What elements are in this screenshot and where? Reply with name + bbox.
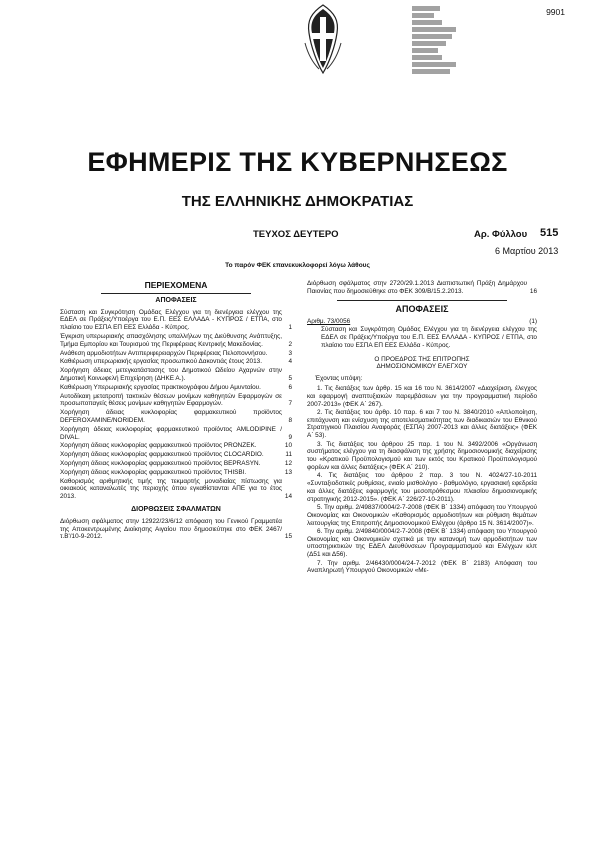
decisions-heading-main: ΑΠΟΦΑΣΕΙΣ — [395, 303, 449, 314]
page-number: 9901 — [546, 7, 565, 17]
toc-item-page: 3 — [288, 349, 292, 357]
publisher-seal — [412, 6, 460, 81]
toc-item-text: Σύσταση και Συγκρότηση Ομάδας Ελέγχου για τη διενέργεια ελέγχου της ΕΔΕΛ σε Πράξεις/Υποέργα του Ε.Π. ΕΕΣ ΕΛΛΑΔΑ - ΚΥΠΡΟΣ / ΕΤΠΑ, στο πλαίσιο του ΕΣΠΑ ΕΠ ΕΕΣ Ελλάδα - Κύπρος. — [60, 308, 282, 332]
correction-item-page: 15 — [284, 533, 292, 541]
toc-item-page: 13 — [284, 468, 292, 476]
toc-item-page: 14 — [284, 493, 292, 501]
toc-item-page: 7 — [288, 400, 292, 408]
consideration-paragraph: 5. Την αριθμ. 2/49837/0004/2-7-2008 (ΦΕΚ Β΄ 1334) απόφαση του Υπουργού Οικονομίας και Οικονομικών «Καθορισμός αρμοδιοτήτων και ρύθμιση θεμάτων λειτουργίας της Επιτροπής Δημοσιονομικού Ελέγχου (άρθρο 15 Ν. 3614/2007)». — [307, 503, 537, 527]
toc-item-text: Χορήγηση άδειας κυκλοφορίας φαρμακευτικού προϊόντος DEFEROXAMINE/NORIDEM. — [60, 409, 282, 424]
toc-item[interactable] — [60, 367, 292, 383]
toc-item-page: 4 — [288, 358, 292, 366]
right-column — [307, 280, 537, 576]
intro-text: Έχοντας υπόψη: — [315, 375, 363, 383]
toc-item[interactable] — [60, 460, 292, 468]
toc-item-text: Χορήγηση άδειας κυκλοφορίας φαρμακευτικού προϊόντος THISBI. — [60, 468, 247, 476]
toc-item-text: Ανάθεση αρμοδιοτήτων Αντιπεριφερειαρχών Περιφέρειας Πελοποννήσου. — [60, 349, 268, 357]
reissue-note: Το παρόν ΦΕΚ επανεκυκλοφορεί λόγω λάθους — [225, 262, 370, 269]
divider — [101, 293, 251, 294]
toc-item-page: 2 — [288, 340, 292, 348]
correction-item[interactable] — [60, 518, 292, 541]
toc-item[interactable] — [60, 393, 292, 409]
decision-number: Αριθμ. 73/0056 — [307, 318, 351, 326]
divider — [337, 300, 507, 301]
correction-item-text: Διόρθωση σφάλματος στην 12922/23/6/12 απόφαση του Γενικού Γραμματέα της Αποκεντρωμένης Διοίκησης Αιγαίου που δημοσιεύτηκε στο ΦΕΚ 2467/τ.Β'/10-9-2012. — [60, 517, 282, 541]
toc-item[interactable] — [60, 478, 292, 501]
gazette-subtitle: ΤΗΣ ΕΛΛΗΝΙΚΗΣ ΔΗΜΟΚΡΑΤΙΑΣ — [181, 193, 414, 210]
toc-item-page: 6 — [288, 383, 292, 391]
toc-item-text: Καθορισμός αριθμητικής τιμής της τεκμαρτής μοναδιαίας πίστωσης για οικιακούς καταναλωτές της περιοχής όπου εγκαθίστανται ΑΠΕ για το έτος 2013. — [60, 477, 282, 501]
gazette-title: ΕΦΗΜΕΡΙΣ ΤΗΣ ΚΥΒΕΡΝΗΣΕΩΣ — [87, 147, 508, 177]
decision-title: Σύσταση και Συγκρότηση Ομάδας Ελέγχου για τη διενέργεια ελέγχου της ΕΔΕΛ σε Πράξεις/Υποέργα του Ε.Π. ΕΕΣ ΕΛΛΑΔΑ - ΚΥΠΡΟΣ / ΕΤΠΑ, στο πλαίσιο του ΕΣΠΑ ΕΠ ΕΕΣ Ελλάδα - Κύπρος. — [321, 326, 537, 349]
greek-coat-of-arms-icon — [303, 3, 343, 75]
toc-item-page: 11 — [285, 451, 292, 459]
consideration-paragraph: 3. Τις διατάξεις του άρθρου 25 παρ. 1 του Ν. 3492/2006 «Οργάνωση συστήματος ελέγχου για τη διασφάλιση της χρήσης δημοσιονομικής διαχείρισης του «Κρατικού Προϋπολογισμού και των εκτός του Κρατικού Προϋπολογισμού φορέων και άλλες διατάξεις» (ΦΕΚ Α΄ 210). — [307, 440, 537, 471]
consideration-paragraph: 6. Την αριθμ. 2/49840/0004/2-7-2008 (ΦΕΚ Β΄ 1334) απόφαση του Υπουργού Οικονομίας και Οικονομικών σχετικά με την κατανομή των αρμοδιοτήτων των υποστηρικτικών της ΕΔΕΛ Διευθύνσεων Προγραμματισμού και Ελέγχων κλπ (Δ51 και Δ56). — [307, 527, 537, 559]
toc-item-text: Διόρθωση σφάλματος στην 2720/29.1.2013 Διαπιστωτική Πράξη Δημάρχου Παιονίας που δημοσιεύθηκε στο ΦΕΚ 309/Β/15.2.2013. — [307, 280, 527, 295]
authority-line-1: Ο ΠΡΟΕΔΡΟΣ ΤΗΣ ΕΠΙΤΡΟΠΗΣ — [374, 355, 470, 363]
contents-heading: ΠΕΡΙΕΧΟΜΕΝΑ — [144, 280, 208, 290]
toc-item[interactable] — [60, 384, 292, 392]
toc-item-text: Χορήγηση άδειας κυκλοφορίας φαρμακευτικού προϊόντος BEPRASYN. — [60, 459, 261, 467]
toc-item-page: 16 — [529, 287, 537, 295]
toc-item-text: Χορήγηση άδειας κυκλοφορίας φαρμακευτικού προϊόντος CLOCARDIO. — [60, 451, 264, 459]
toc-item-text: Καθιέρωση υπερωριακής εργασίας προσωπικού Δακοντιάς έτους 2013. — [60, 358, 262, 366]
toc-item-page: 8 — [288, 416, 292, 424]
toc-item[interactable] — [307, 280, 537, 296]
consideration-paragraph: 2. Τις διατάξεις του άρθρ. 10 παρ. 6 και 7 του Ν. 3840/2010 «Απλοποίηση, επιτάχυνση και ενίσχυση της αποτελεσματικότητας των διαδικασιών του Εθνικού Στρατηγικού Πλαισίου Αναφοράς (ΕΣΠΑ) 2007-2013 και άλλες διατάξεις» (ΦΕΚ Α΄ 53). — [307, 408, 537, 440]
toc-item[interactable] — [60, 358, 292, 366]
toc-item[interactable] — [60, 469, 292, 477]
toc-item-page: 1 — [288, 324, 292, 332]
sheet-label: Αρ. Φύλλου — [474, 229, 528, 240]
toc-item[interactable] — [60, 350, 292, 358]
toc-item[interactable] — [60, 442, 292, 450]
toc-item-page: 9 — [288, 433, 292, 441]
toc-item-text: Χορήγηση άδειας μετεγκατάστασης του Δημοτικού Ωδείου Αχαρνών στην Δημοτική Κοινωφελή Επιχείρηση (ΔΗΚΕ Α.). — [60, 367, 282, 382]
consideration-paragraph: 4. Τις διατάξεις του άρθρου 2 παρ. 3 του Ν. 4024/27-10-2011 «Συνταξιοδοτικές ρυθμίσεις, ενιαίο μισθολόγιο - βαθμολόγιο, εργασιακή εφεδρεία και άλλες διατάξεις εφαρμογής του μεσοπρόθεσμου πλαισίου δημοσιονομικής στρατηγικής 2012-2015». (ΦΕΚ Α΄ 226/27-10-2011). — [307, 472, 537, 503]
toc-item-text: Χορήγηση άδειας κυκλοφορίας φαρμακευτικού προϊόντος AMLODIPINE / DIVAL. — [60, 425, 282, 441]
issue-type: ΤΕΥΧΟΣ ΔΕΥΤΕΡΟ — [253, 229, 339, 240]
consideration-paragraph: 1. Τις διατάξεις των άρθρ. 15 και 16 του Ν. 3614/2007 «Διαχείριση, έλεγχος και εφαρμογή αναπτυξιακών παρεμβάσεων για την προγραμματική περίοδο 2007-2013» (ΦΕΚ Α΄ 267). — [307, 384, 537, 408]
toc-item[interactable] — [60, 409, 292, 425]
toc-item[interactable] — [60, 333, 292, 349]
corrections-heading: ΔΙΟΡΘΩΣΕΙΣ ΣΦΑΛΜΑΤΩΝ — [131, 505, 221, 513]
decision-number-row — [307, 318, 537, 326]
toc-item-page: 10 — [284, 442, 292, 450]
toc-item-text: Έγκριση υπερωριακής απασχόλησης υπαλλήλων της Διεύθυνσης Ανάπτυξης, Τμήμα Εμπορίου και Τουρισμού της Περιφέρειας Κεντρικής Μακεδονίας. — [60, 332, 282, 348]
toc-list — [60, 309, 292, 501]
toc-item-text: Καθιέρωση Υπερωριακής εργασίας πρακτικογράφου Δήμου Αμυνταίου. — [60, 383, 261, 391]
consideration-paragraph: 7. Την αριθμ. 2/46430/0004/24-7-2012 (ΦΕΚ Β΄ 2183) Απόφαση του Αναπληρωτή Υπουργού Οικονομικών «Με- — [307, 559, 537, 575]
left-column — [60, 280, 292, 542]
toc-item-text: Χορήγηση άδειας κυκλοφορίας φαρμακευτικού προϊόντος PRONZEK. — [60, 442, 257, 450]
toc-item[interactable] — [60, 451, 292, 459]
toc-item[interactable] — [60, 309, 292, 332]
toc-item-page: 12 — [284, 459, 292, 467]
sheet-number: 515 — [540, 227, 559, 239]
corrections-list — [60, 518, 292, 541]
toc-item[interactable] — [60, 426, 292, 442]
toc-item-page: 5 — [288, 374, 292, 382]
considerations-list — [307, 385, 537, 575]
decisions-heading: ΑΠΟΦΑΣΕΙΣ — [155, 296, 197, 304]
decision-index: (1) — [529, 318, 537, 326]
toc-item-text: Αυτοδίκαιη μετατροπή τακτικών θέσεων μονίμων καθηγητών Εφαρμογών σε προσωποπαγείς θέσεις μονίμων καθηγητών Εφαρμογών. — [60, 392, 282, 408]
authority-line-2: ΔΗΜΟΣΙΟΝΟΜΙΚΟΥ ΕΛΕΓΧΟΥ — [376, 363, 468, 371]
issue-date: 6 Μαρτίου 2013 — [495, 246, 559, 256]
